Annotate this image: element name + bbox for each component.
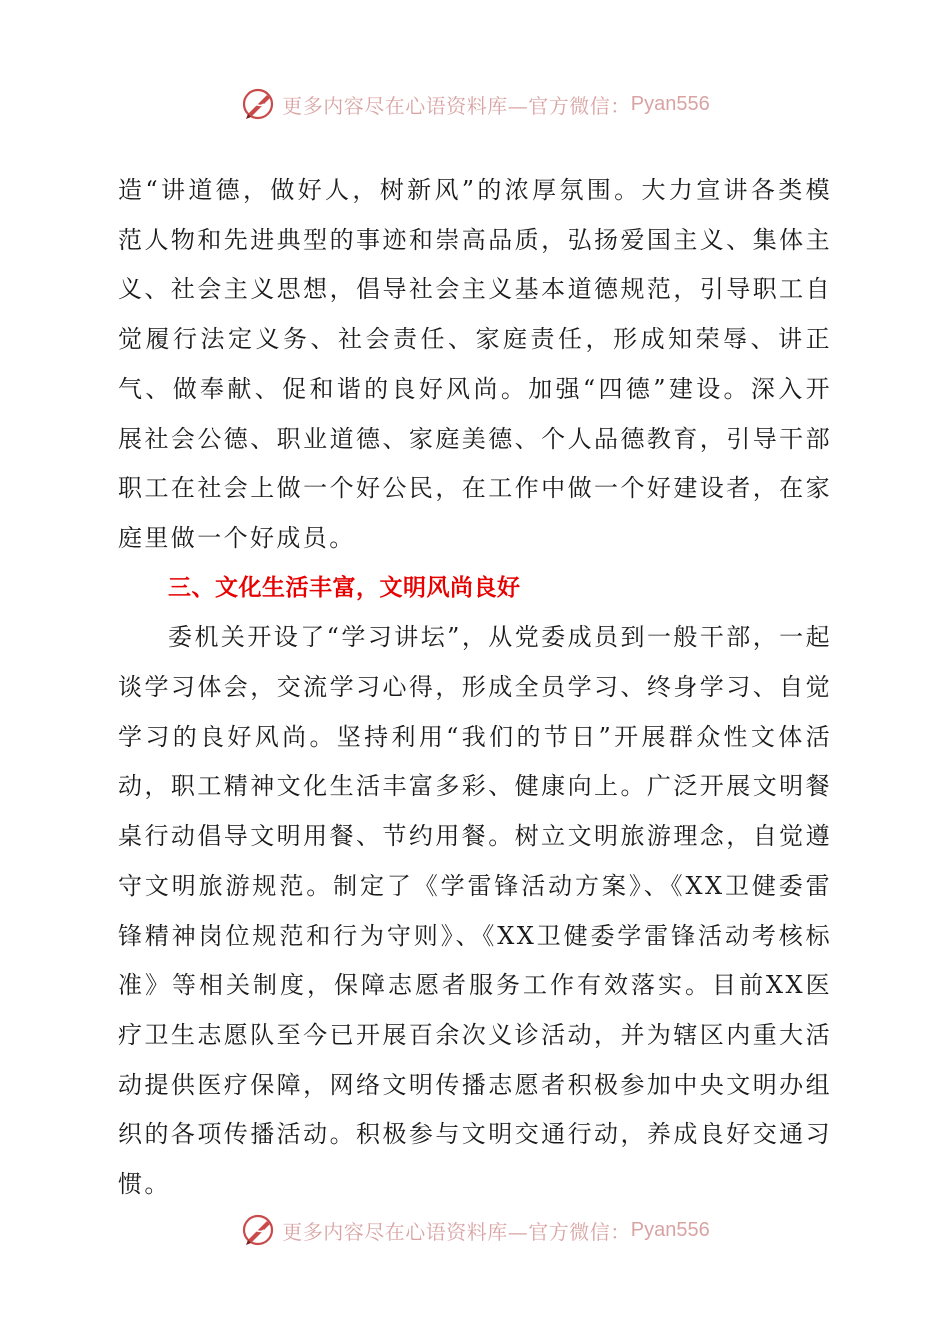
footer-watermark: [0, 1210, 950, 1250]
watermark-text: 更多内容尽在心语资料库—官方微信：: [282, 93, 631, 118]
section-heading: 三、文化生活丰富，文明风尚良好: [168, 574, 521, 601]
pen-logo-icon: [240, 86, 276, 122]
watermark-id: Pyan556: [630, 1218, 710, 1241]
watermark-id: Pyan556: [630, 92, 710, 115]
header-watermark: [0, 84, 950, 124]
paragraph: 造“讲道德，做好人，树新风”的浓厚氛围。大力宣讲各类模范人物和先进典型的事迹和崇高品质，弘扬爱国主义、集体主义、社会主义思想，倡导社会主义基本道德规范，引导职工自觉履行法定义务、社会责任、家庭责任，形成知荣辱、讲正气、做奉献、促和谐的良好风尚。加强“四德”建设。深入开展社会公德、职业道德、家庭美德、个人品德教育，引导干部职工在社会上做一个好公民，在工作中做一个好建设者，在家庭里做一个好成员。: [118, 176, 832, 552]
section-paragraph: 委机关开设了“学习讲坛”，从党委成员到一般干部，一起谈学习体会，交流学习心得，形成全员学习、终身学习、自觉学习的良好风尚。坚持利用“我们的节日”开展群众性文体活动，职工精神文化生活丰富多彩、健康向上。广泛开展文明餐桌行动倡导文明用餐、节约用餐。树立文明旅游理念，自觉遵守文明旅游规范。制定了《学雷锋活动方案》、《XX卫健委雷锋精神岗位规范和行为守则》、《XX卫健委学雷锋活动考核标准》等相关制度，保障志愿者服务工作有效落实。目前XX医疗卫生志愿队至今已开展百余次义诊活动，并为辖区内重大活动提供医疗保障，网络文明传播志愿者积极参加中央文明办组织的各项传播活动。积极参与文明交通行动，养成良好交通习惯。: [118, 623, 832, 1199]
document-body: [118, 166, 832, 1210]
watermark-text: 更多内容尽在心语资料库—官方微信：: [282, 1219, 631, 1244]
pen-logo-icon: [240, 1212, 276, 1248]
